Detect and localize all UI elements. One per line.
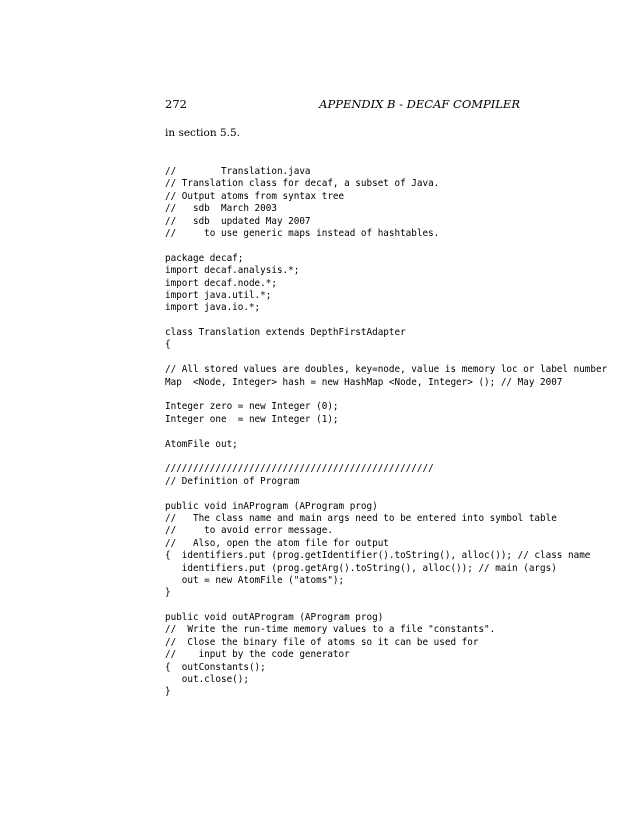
code-line: AtomFile out; [165, 438, 238, 450]
code-line: //////////////////////////////////////////////// [165, 463, 434, 475]
code-line [165, 389, 607, 401]
code-line: // sdb March 2003 [165, 203, 277, 215]
code-line: // to use generic maps instead of hashtables. [165, 227, 440, 239]
code-line [165, 488, 607, 500]
code-line: // Write the run-time memory values to a file "constants". [165, 624, 496, 636]
code-line: class Translation extends DepthFirstAdapter [165, 327, 406, 339]
code-line: out = new AtomFile ("atoms"); [165, 574, 345, 586]
code-line: public void outAProgram (AProgram prog) [165, 612, 384, 624]
code-line: identifiers.put (prog.getArg().toString(), alloc()); // main (args) [165, 562, 557, 574]
code-line: // sdb updated May 2007 [165, 215, 311, 227]
code-line: // The class name and main args need to be entered into symbol table [165, 512, 557, 524]
code-line: { identifiers.put (prog.getIdentifier().toString(), alloc()); // class name [165, 550, 591, 562]
code-line: // All stored values are doubles, key=node, value is memory loc or label number [165, 364, 608, 376]
code-line: // Also, open the atom file for output [165, 537, 389, 549]
code-line [165, 240, 607, 252]
code-line: import java.io.*; [165, 302, 261, 314]
code-line: // input by the code generator [165, 649, 350, 661]
code-line: out.close(); [165, 674, 249, 686]
code-line: // to avoid error message. [165, 525, 333, 537]
code-line: } [165, 686, 171, 698]
code-line: Map <Node, Integer> hash = new HashMap <Node, Integer> (); // May 2007 [165, 376, 563, 388]
code-line [165, 600, 607, 612]
code-line: // Translation.java [165, 166, 311, 177]
code-line: public void inAProgram (AProgram prog) [165, 500, 378, 512]
code-line: // Translation class for decaf, a subset of Java. [165, 178, 440, 190]
running-head: APPENDIX B - DECAF COMPILER [319, 97, 520, 111]
code-line: // Output atoms from syntax tree [165, 190, 345, 202]
code-line [165, 451, 607, 463]
code-line: Integer one = new Integer (1); [165, 413, 339, 425]
code-line: // Close the binary file of atoms so it can be used for [165, 636, 479, 648]
code-line: } [165, 587, 171, 599]
code-line: { outConstants(); [165, 661, 266, 673]
code-line: { [165, 339, 171, 351]
page-number: 272 [165, 97, 187, 111]
code-line: // Definition of Program [165, 475, 300, 487]
code-line: import java.util.*; [165, 289, 272, 301]
code-line: import decaf.node.*; [165, 277, 277, 289]
code-line: package decaf; [165, 252, 244, 264]
code-line: Integer zero = new Integer (0); [165, 401, 339, 413]
code-listing [165, 166, 607, 699]
code-line [165, 315, 607, 327]
code-line [165, 426, 607, 438]
code-line [165, 352, 607, 364]
intro-text: in section 5.5. [165, 127, 240, 139]
code-line: import decaf.analysis.*; [165, 265, 300, 277]
